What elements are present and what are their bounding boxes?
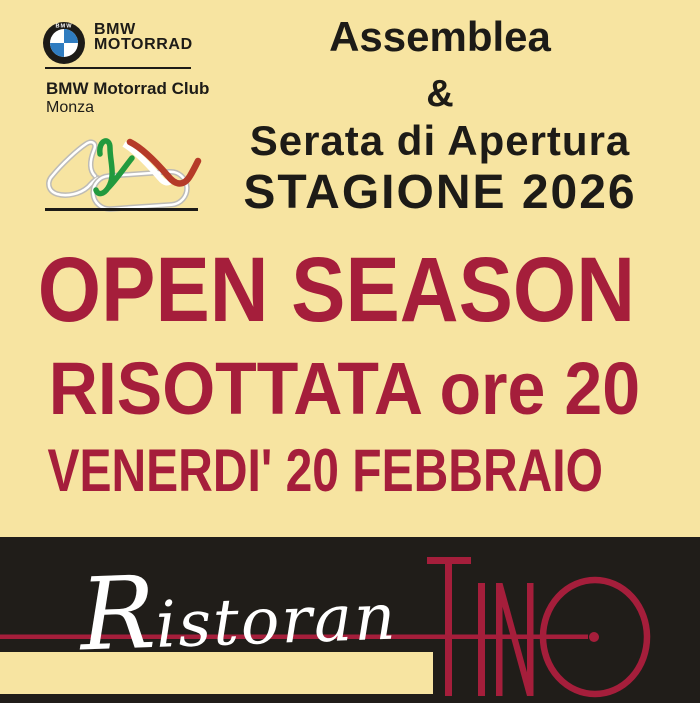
event-subtitle: [0, 347, 694, 430]
ristoran-script: [78, 553, 399, 674]
event-title-text: OPEN SEASON: [37, 239, 635, 341]
divider-bottom: [45, 208, 198, 211]
club-city: Monza: [46, 99, 95, 116]
event-title: [0, 239, 686, 341]
letter-T-stem: [445, 557, 452, 696]
wordmark-line1: BMW: [94, 21, 136, 38]
svg-text:BMW: BMW: [55, 23, 73, 30]
event-subtitle-text: RISOTTATA ore 20: [48, 347, 640, 430]
bmw-roundel-icon: [42, 21, 86, 65]
logo-dot: [589, 632, 599, 642]
wordmark-line2: MOTORRAD: [94, 36, 193, 53]
headline-stagione: STAGIONE 2026: [243, 166, 637, 219]
club-name: BMW Motorrad Club: [46, 79, 210, 98]
divider-top: [45, 67, 191, 69]
letter-N-right: [527, 583, 534, 696]
event-date: [0, 437, 675, 504]
headline-assemblea: Assemblea: [329, 13, 551, 60]
event-date-text: VENERDI' 20 FEBBRAIO: [47, 437, 603, 504]
letter-I: [478, 583, 485, 696]
ristoran-script-capital: R: [78, 553, 158, 674]
bmw-motorrad-wordmark: [94, 22, 193, 52]
ristoran-script-rest: istoran: [154, 580, 399, 663]
headline-serata: Serata di Apertura: [249, 117, 631, 164]
tino-wordmark: [427, 557, 647, 696]
headline-ampersand: &: [426, 73, 454, 115]
